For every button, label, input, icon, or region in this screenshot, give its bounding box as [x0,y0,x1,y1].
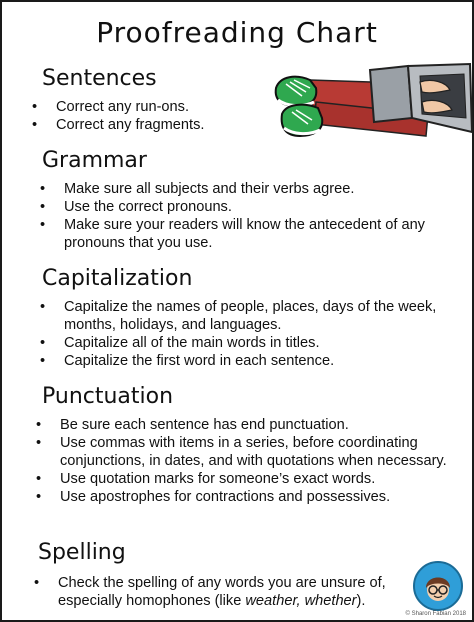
section-heading-sentences: Sentences [42,66,157,91]
sentences-list [30,98,270,134]
punctuation-list [34,416,458,506]
section-heading-grammar: Grammar [42,148,147,173]
capitalization-list [38,298,458,370]
spelling-item-example: weather, whether [245,593,357,609]
list-item [32,574,408,610]
section-heading-capitalization: Capitalization [42,266,193,291]
grammar-list [38,180,458,252]
list-item: • Use the correct pronouns. [38,198,458,216]
list-item: • Use commas with items in a series, before coordinating conjunctions, in dates, and with quotations when necessary. [34,434,458,470]
list-item: • Make sure all subjects and their verbs agree. [38,180,458,198]
list-item: • Capitalize the names of people, places, days of the week, months, holidays, and languages. [38,298,458,334]
list-item: • Be sure each sentence has end punctuation. [34,416,458,434]
section-heading-punctuation: Punctuation [42,384,174,409]
reading-student-laptop-illustration [270,62,474,148]
copyright-credit: © Sharon Fabian 2018 [405,611,466,617]
list-item: • Use quotation marks for someone’s exact words. [34,470,458,488]
spelling-list [32,574,408,610]
list-item: • Make sure your readers will know the antecedent of any pronouns that you use. [38,216,458,252]
section-heading-spelling: Spelling [38,540,126,565]
list-item: • Use apostrophes for contractions and possessives. [34,488,458,506]
spelling-item-end: ). [356,593,366,609]
page-title: Proofreading Chart [96,16,378,49]
list-item: • Correct any fragments. [30,116,270,134]
classroom-in-the-middle-logo [410,560,466,612]
spelling-item-text: Check the spelling of any words you are unsure of, especially homophones (like [58,575,386,609]
list-item: • Capitalize the first word in each sentence. [38,352,458,370]
list-item: • Capitalize all of the main words in titles. [38,334,458,352]
list-item: • Correct any run-ons. [30,98,270,116]
